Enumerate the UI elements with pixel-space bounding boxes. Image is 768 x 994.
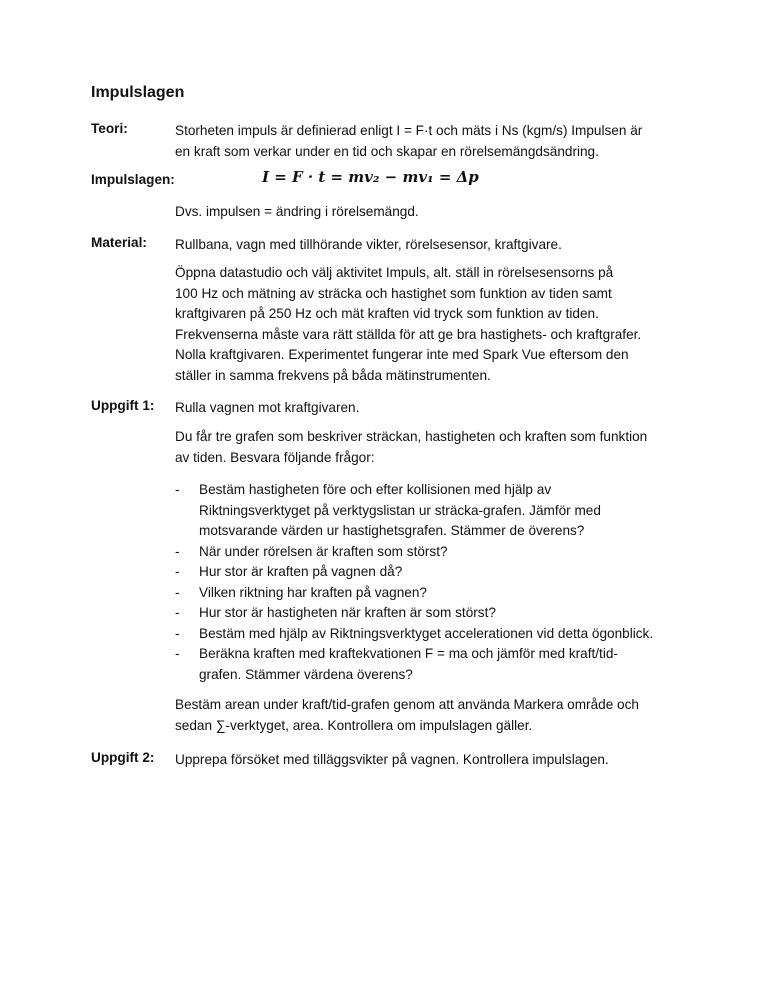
impulslagen-note: Dvs. impulsen = ändring i rörelsemängd. <box>175 204 419 219</box>
list-dash: - <box>175 543 180 559</box>
list-item <box>175 624 675 645</box>
question-line: grafen. Stämmer värdena överens? <box>199 666 413 682</box>
question-line: Hur stor är kraften på vagnen då? <box>199 564 403 579</box>
list-dash: - <box>175 646 180 661</box>
question-line: Bestäm hastigheten före och efter kollisionen med hjälp av <box>199 482 552 497</box>
list-item <box>175 583 675 604</box>
question-line: När under rörelsen är kraften som störst? <box>199 543 448 559</box>
question-line: Hur stor är hastigheten när kraften är som störst? <box>199 605 496 620</box>
instruction-line: Frekvenserna måste vara rätt ställda för att ge bra hastighets- och kraftgrafer. <box>175 326 642 342</box>
uppgift1-label: Uppgift 1: <box>91 398 155 413</box>
list-dash: - <box>175 584 180 600</box>
intro-line: av tiden. Besvara följande frågor: <box>175 449 375 465</box>
uppgift1-intro <box>175 427 685 468</box>
intro-line: Du får tre grafen som beskriver sträckan, hastigheten och kraften som funktion <box>175 429 648 444</box>
list-dash: - <box>175 564 180 579</box>
material-label: Material: <box>91 235 147 250</box>
uppgift1-area <box>175 695 685 736</box>
uppgift2-label: Uppgift 2: <box>91 750 155 765</box>
teori-line: Storheten impuls är definierad enligt I = F·t och mäts i Ns (kgm/s) Impulsen är <box>175 123 643 138</box>
teori-label: Teori: <box>91 121 128 136</box>
material-text: Rullbana, vagn med tillhörande vikter, rörelsesensor, kraftgivare. <box>175 237 562 252</box>
list-item <box>175 562 675 583</box>
list-dash: - <box>175 625 180 641</box>
question-list <box>175 480 675 685</box>
list-item <box>175 542 675 563</box>
area-line: sedan ∑-verktyget, area. Kontrollera om impulslagen gäller. <box>175 717 533 733</box>
instruction-line: 100 Hz och mätning av sträcka och hastighet som funktion av tiden samt <box>175 285 612 301</box>
uppgift1-text: Rulla vagnen mot kraftgivaren. <box>175 400 360 415</box>
impulslagen-label: Impulslagen: <box>91 172 175 187</box>
impulse-formula: I = F · t = mv₂ − mv₁ = Δp <box>262 168 479 186</box>
list-item <box>175 603 675 624</box>
teori-line: en kraft som verkar under en tid och skapar en rörelsemängdsändring. <box>175 143 599 159</box>
list-dash: - <box>175 482 180 497</box>
teori-text <box>175 121 685 162</box>
material-instructions <box>175 263 685 386</box>
list-item <box>175 480 675 542</box>
list-dash: - <box>175 605 180 620</box>
instruction-line: Nolla kraftgivaren. Experimentet fungerar inte med Spark Vue eftersom den <box>175 347 629 362</box>
question-line: Beräkna kraften med kraftekvationen F = ma och jämför med kraft/tid- <box>199 646 618 661</box>
list-item <box>175 644 675 685</box>
question-line: Vilken riktning har kraften på vagnen? <box>199 584 427 600</box>
instruction-line: ställer in samma frekvens på båda mätinstrumenten. <box>175 367 491 383</box>
question-line: Riktningsverktyget på verktygslistan ur sträcka-grafen. Jämför med <box>199 502 601 518</box>
question-line: Bestäm med hjälp av Riktningsverktyget accelerationen vid detta ögonblick. <box>199 625 654 641</box>
question-line: motsvarande värden ur hastighetsgrafen. Stämmer de överens? <box>199 523 585 538</box>
instruction-line: Öppna datastudio och välj aktivitet Impuls, alt. ställ in rörelsesensorns på <box>175 265 614 280</box>
uppgift2-text: Upprepa försöket med tilläggsvikter på vagnen. Kontrollera impulslagen. <box>175 752 609 767</box>
area-line: Bestäm arean under kraft/tid-grafen genom att använda Markera område och <box>175 697 639 712</box>
page-title: Impulslagen <box>91 84 185 101</box>
instruction-line: kraftgivaren på 250 Hz och mät kraften vid tryck som funktion av tiden. <box>175 306 599 321</box>
